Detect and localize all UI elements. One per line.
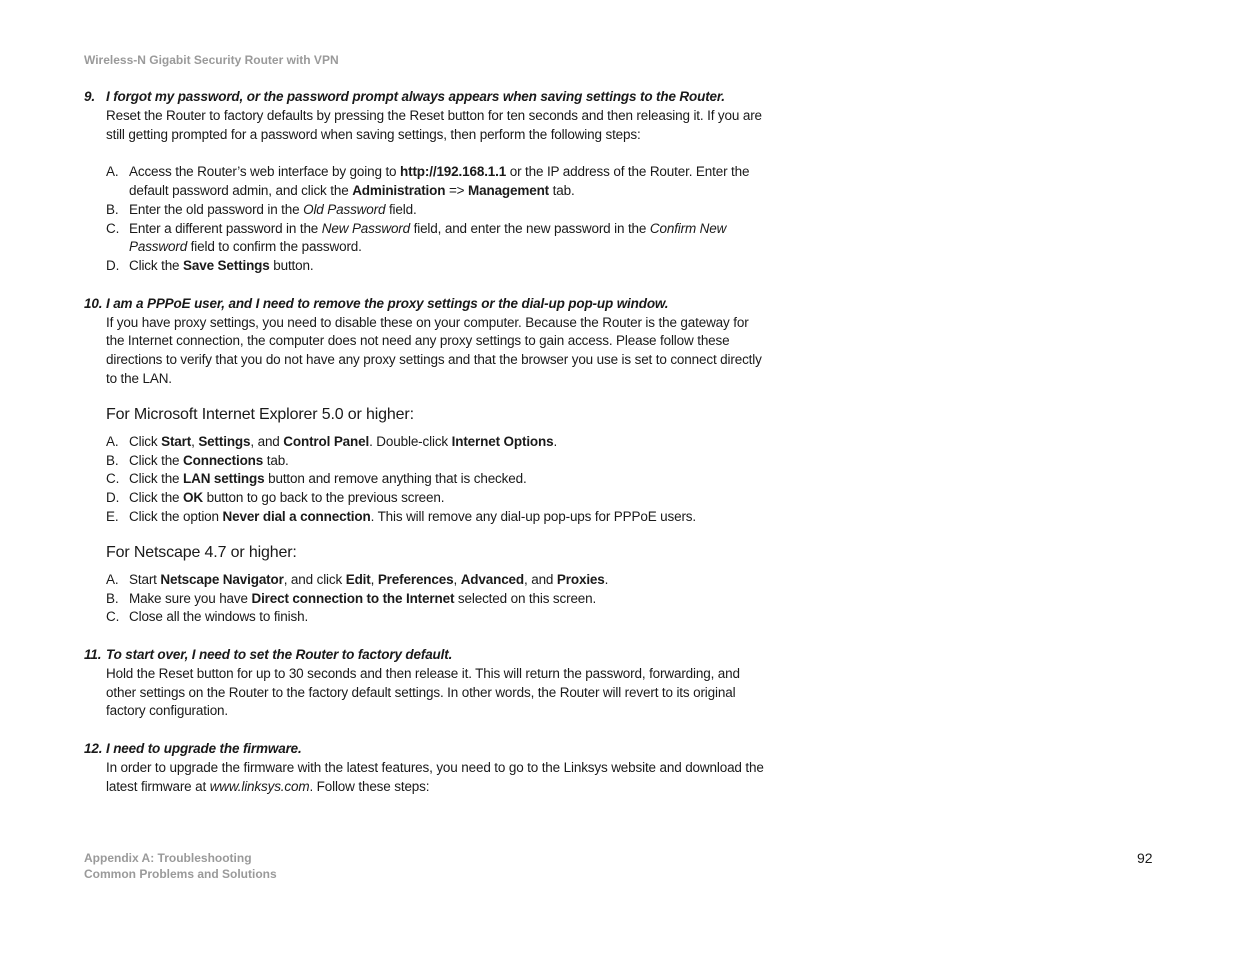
question-number: 10.: [84, 295, 103, 311]
step-item: A. Start Netscape Navigator, and click Edit, Preferences, Advanced, and Proxies.: [106, 571, 609, 587]
question-9-title: [84, 88, 764, 107]
page-footer: [84, 850, 277, 882]
question-number: 9.: [84, 89, 95, 104]
footer-subsection: Common Problems and Solutions: [84, 867, 277, 881]
step-item: E. Click the option Never dial a connection. This will remove any dial-up pop-ups for PPPoE users.: [106, 508, 697, 524]
netscape-steps: [84, 571, 764, 627]
question-9-steps: [84, 163, 764, 276]
footer-section: Appendix A: Troubleshooting: [84, 851, 252, 865]
step-item: D. Click the OK button to go back to the previous screen.: [106, 490, 445, 506]
step-item: B. Make sure you have Direct connection to the Internet selected on this screen.: [106, 590, 597, 606]
netscape-subheading: For Netscape 4.7 or higher:: [106, 543, 297, 561]
question-10-body: If you have proxy settings, you need to disable these on your computer. Because the Router is the gateway for the Internet connection, the computer does not need any proxy settings to gain access. Please follow these directions to verify that you do not have any proxy settings and that the browser you use is set to connect directly to the LAN.: [106, 314, 762, 386]
ie-steps: [84, 433, 764, 527]
step-item: C. Click the LAN settings button and remove anything that is checked.: [106, 471, 527, 487]
running-header: Wireless-N Gigabit Security Router with VPN: [84, 53, 339, 67]
ie-subheading: For Microsoft Internet Explorer 5.0 or higher:: [106, 405, 414, 423]
linksys-url: www.linksys.com: [209, 778, 310, 794]
step-item: C. Enter a different password in the New Password field, and enter the new password in the Confirm New Password field to confirm the password.: [106, 220, 727, 255]
step-item: A. Click Start, Settings, and Control Panel. Double-click Internet Options.: [106, 433, 558, 449]
question-number: 11.: [84, 646, 102, 662]
question-text: I need to upgrade the firmware.: [106, 740, 302, 756]
step-item: B. Click the Connections tab.: [106, 452, 289, 468]
question-text: I forgot my password, or the password prompt always appears when saving settings to the Router.: [106, 89, 725, 104]
step-item: C. Close all the windows to finish.: [106, 609, 309, 625]
question-text: To start over, I need to set the Router to factory default.: [106, 646, 453, 662]
question-12-title: [84, 740, 764, 759]
question-12-body: In order to upgrade the firmware with the latest features, you need to go to the Linksys website and download the latest firmware at www.linksys.com. Follow these steps:: [106, 759, 764, 794]
question-text: I am a PPPoE user, and I need to remove the proxy settings or the dial-up pop-up window.: [106, 295, 669, 311]
question-11-body: Hold the Reset button for up to 30 seconds and then release it. This will return the password, forwarding, and other settings on the Router to the factory default settings. In other words, the Router will revert to its original factory configuration.: [106, 665, 740, 719]
question-11-title: [84, 646, 764, 665]
page-content: [84, 88, 764, 796]
step-item: D. Click the Save Settings button.: [106, 258, 314, 274]
page-number: 92: [1137, 850, 1153, 866]
step-item: B. Enter the old password in the Old Password field.: [106, 201, 417, 217]
question-number: 12.: [84, 740, 103, 756]
question-9-body: Reset the Router to factory defaults by pressing the Reset button for ten seconds and then releasing it. If you are still getting prompted for a password when saving settings, then perform the following steps:: [106, 107, 762, 142]
question-10-title: [84, 295, 764, 314]
step-item: A. Access the Router’s web interface by going to http://192.168.1.1 or the IP address of the Router. Enter the default password admin, and click the Administration => Management tab.: [106, 164, 750, 198]
